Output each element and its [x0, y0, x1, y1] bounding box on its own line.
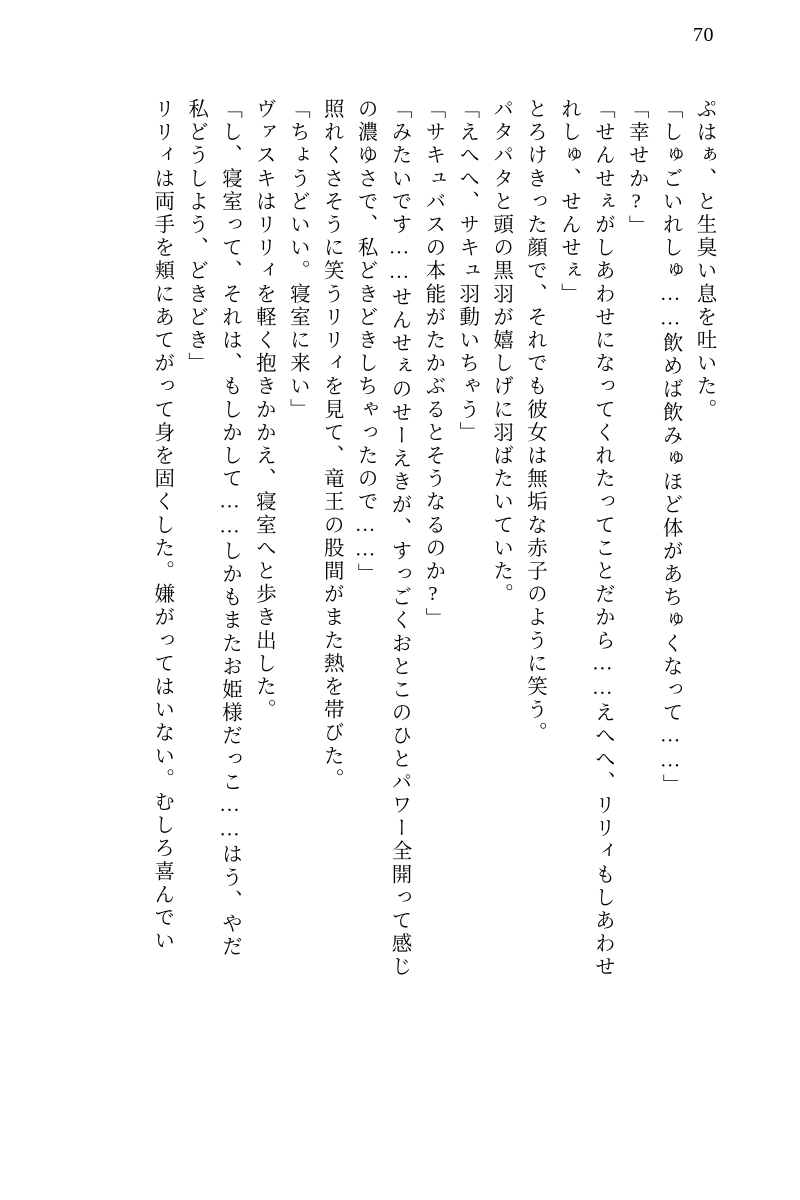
text-line: とろけきった顔で、それでも彼女は無垢な赤子のように笑う。: [523, 98, 546, 745]
text-line: れしゅ、せんせぇ」: [557, 98, 580, 306]
text-line: 照れくさそうに笑うリリィを見て、竜王の股間がまた熱を帯びた。: [320, 98, 343, 791]
text-line: パタパタと頭の黒羽が嬉しげに羽ばたいていた。: [489, 98, 512, 607]
text-line: 「しゅごいれしゅ……飲めば飲みゅほど体があちゅくなって……」: [659, 98, 682, 797]
text-line: ヴァスキはリリィを軽く抱きかかえ、寝室へと歩き出した。: [252, 98, 275, 722]
page-number: 70: [693, 24, 714, 46]
text-line: ぷはぁ、と生臭い息を吐いた。: [693, 98, 715, 422]
text-line: 「ちょうどいい。寝室に来い」: [286, 98, 309, 422]
text-line: 「せんせぇがしあわせになってくれたってことだから……えへへ、リリィもしあわせ: [591, 98, 614, 979]
vertical-text-body: [70, 98, 714, 1160]
text-line: 「幸せか?」: [625, 98, 648, 239]
text-line: 「し、寝室って、それは、もしかして……しかもまたお姫様だっこ……はう、やだ: [218, 98, 241, 959]
text-line: 「みたいです……せんせぇのせーえきが、すっごくおとこのひとパワー全開って感じ: [387, 98, 410, 979]
text-line: 「えへへ、サキュ羽動いちゃう」: [455, 98, 478, 445]
text-line: 「サキュバスの本能がたかぶるとそうなるのか?」: [421, 98, 444, 631]
text-line: 私どうしよう、どきどき」: [184, 98, 207, 376]
text-line: リリィは両手を頬にあてがって身を固くした。嫌がってはいない。むしろ喜んでい: [150, 98, 173, 953]
text-line: の濃ゆさで、私どきどきしちゃったので……」: [354, 98, 377, 587]
